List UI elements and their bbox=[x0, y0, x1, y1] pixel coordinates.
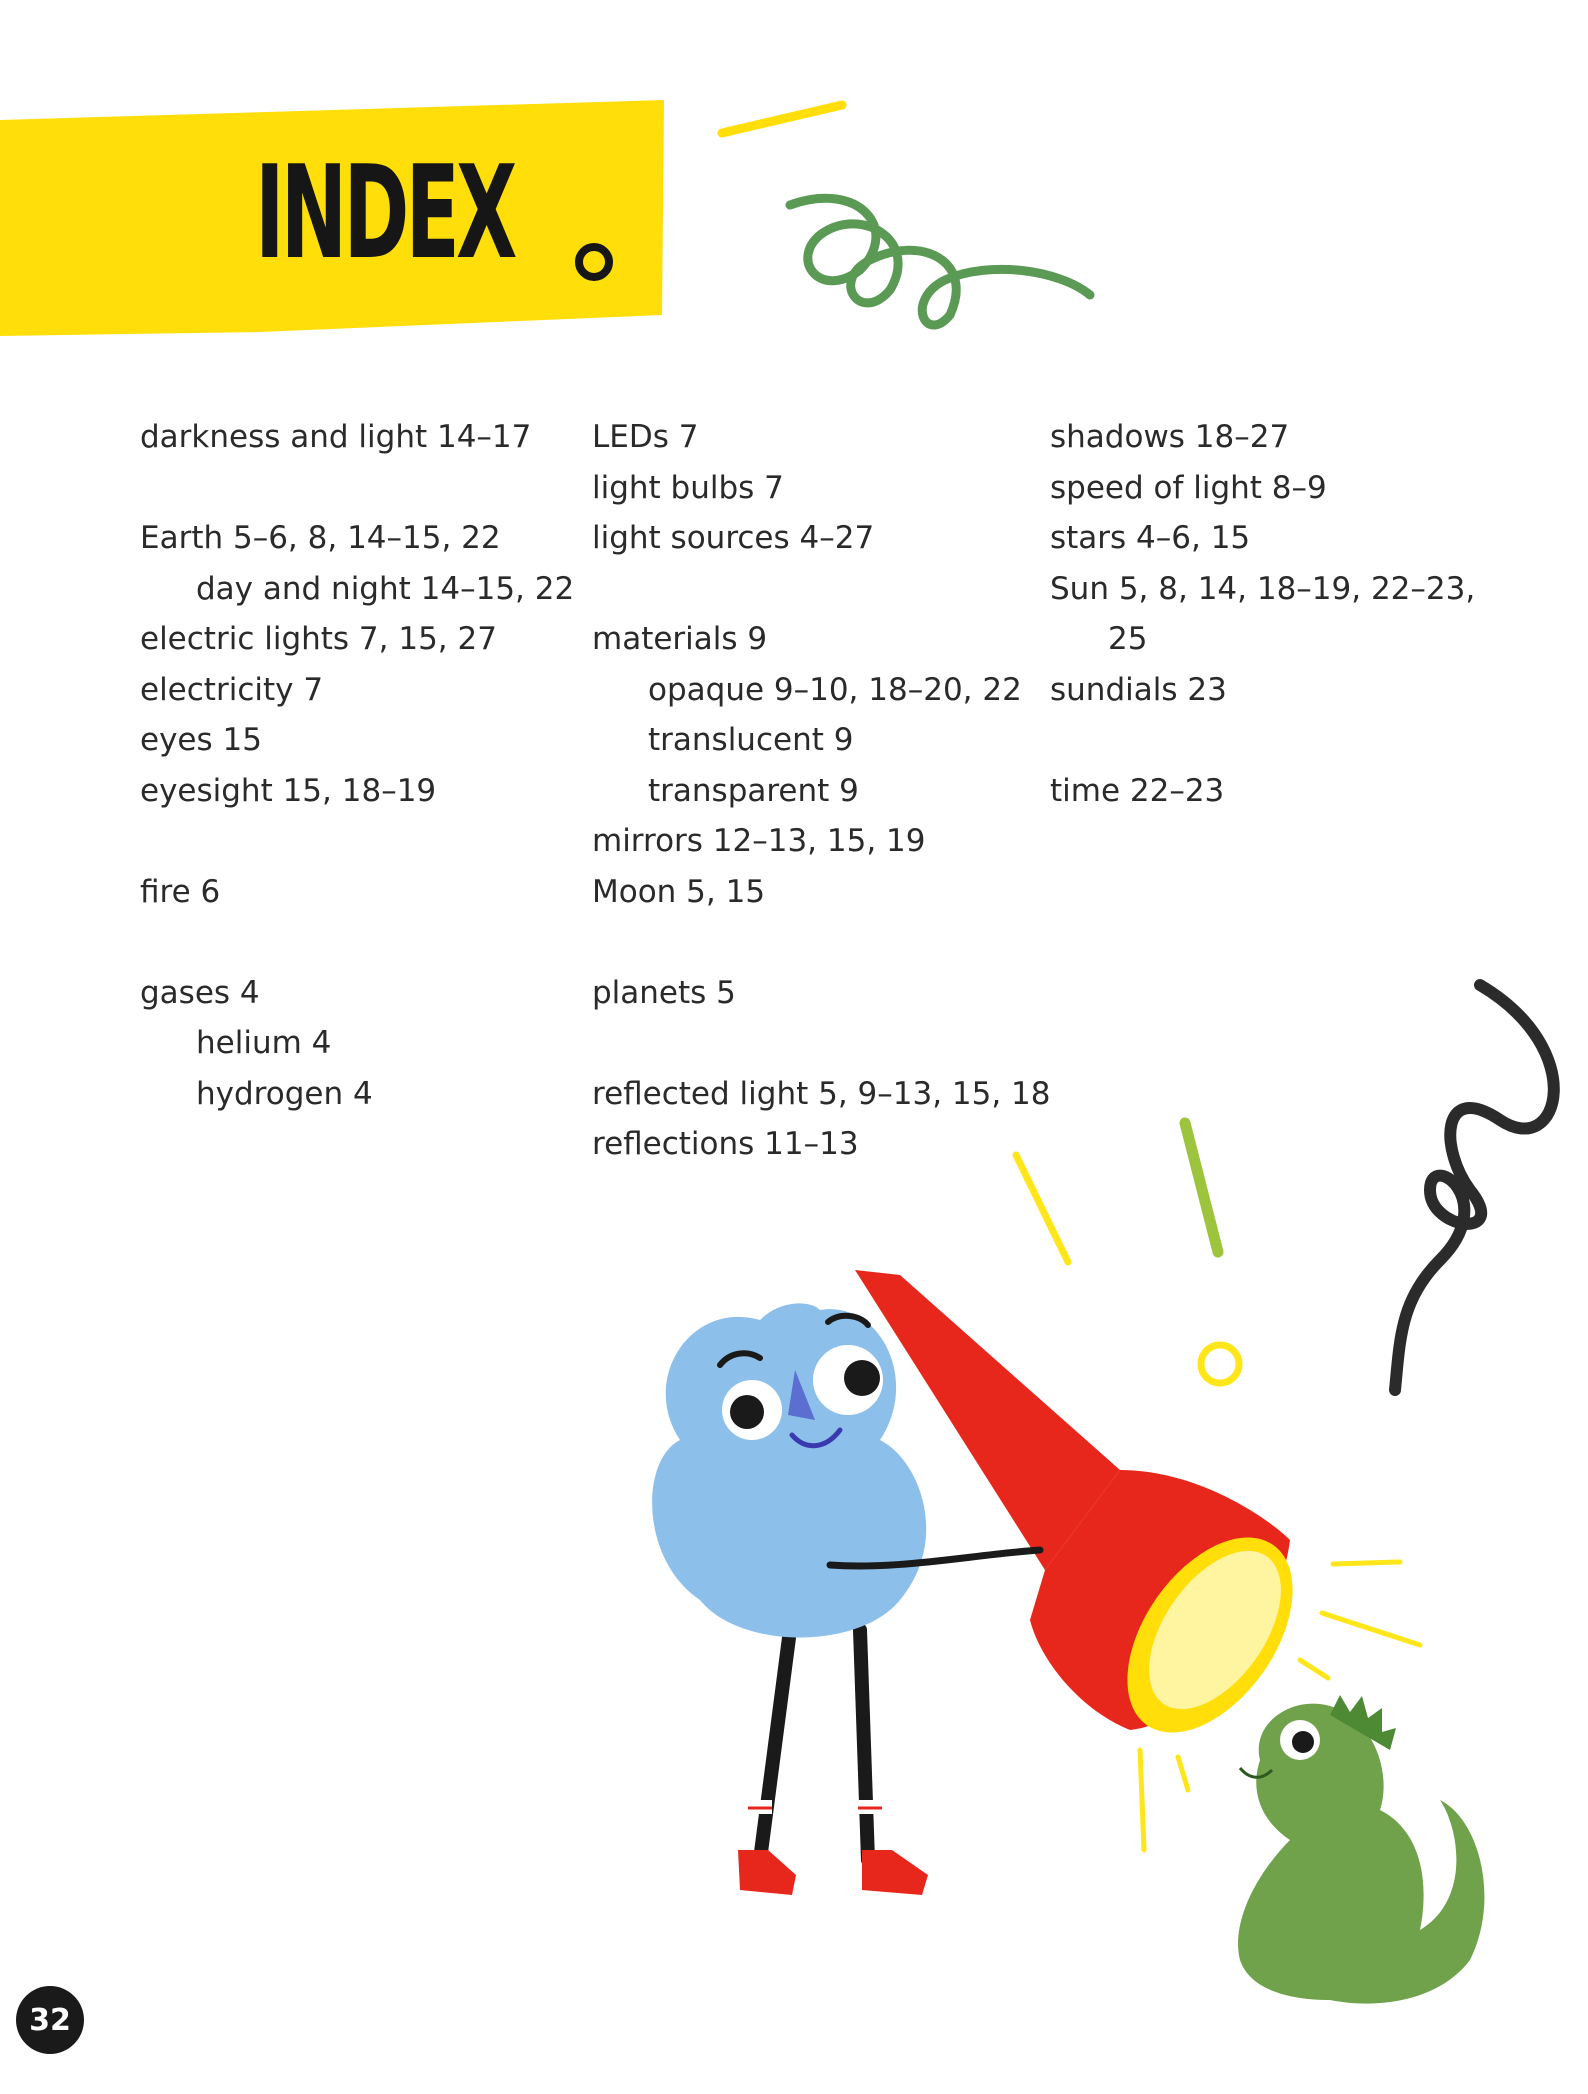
index-entry: 25 bbox=[1108, 621, 1148, 657]
index-entry: LEDs 7 bbox=[592, 419, 699, 455]
ray-4 bbox=[1322, 1613, 1420, 1645]
index-entry: time 22–23 bbox=[1050, 772, 1225, 809]
index-entry: shadows 18–27 bbox=[1050, 419, 1290, 455]
index-entry: stars 4–6, 15 bbox=[1050, 520, 1251, 556]
page-number: 32 bbox=[16, 1986, 84, 2054]
index-column-1 bbox=[140, 412, 574, 1119]
entry-gap bbox=[1050, 715, 1475, 766]
index-column-3 bbox=[1050, 412, 1475, 816]
entry-gap bbox=[140, 917, 574, 968]
ray-6 bbox=[1140, 1750, 1144, 1850]
index-entry: light bulbs 7 bbox=[592, 469, 784, 506]
ray-3 bbox=[1333, 1562, 1400, 1564]
index-column-2 bbox=[592, 412, 1051, 1170]
index-entry: light sources 4–27 bbox=[592, 520, 875, 556]
ray-2 bbox=[1185, 1123, 1218, 1252]
index-entry: Moon 5, 15 bbox=[592, 873, 766, 910]
index-entry: materials 9 bbox=[592, 621, 768, 657]
index-entry: electric lights 7, 15, 27 bbox=[140, 621, 497, 657]
page-title: INDEX bbox=[255, 139, 514, 288]
index-entry: reflected light 5, 9–13, 15, 18 bbox=[592, 1075, 1051, 1112]
index-entry: fire 6 bbox=[140, 873, 221, 910]
index-entry: eyesight 15, 18–19 bbox=[140, 772, 437, 809]
index-entry: darkness and light 14–17 bbox=[140, 419, 532, 455]
entry-gap bbox=[592, 1018, 1051, 1069]
index-entry: electricity 7 bbox=[140, 671, 324, 708]
index-subentry: opaque 9–10, 18–20, 22 bbox=[648, 671, 1022, 708]
circle-icon bbox=[579, 247, 609, 277]
entry-gap bbox=[140, 463, 574, 514]
black-squiggle-icon bbox=[1395, 985, 1554, 1390]
small-circle-icon bbox=[1201, 1345, 1239, 1383]
index-entry: reflections 11–13 bbox=[592, 1126, 859, 1162]
index-entry: mirrors 12–13, 15, 19 bbox=[592, 823, 926, 859]
index-entry: Sun 5, 8, 14, 18–19, 22–23, bbox=[1050, 570, 1476, 607]
index-subentry: day and night 14–15, 22 bbox=[196, 570, 575, 607]
index-entry: sundials 23 bbox=[1050, 671, 1227, 708]
entry-gap bbox=[592, 564, 1051, 615]
index-subentry: transparent 9 bbox=[648, 772, 859, 809]
index-entry: gases 4 bbox=[140, 974, 260, 1011]
ray-1 bbox=[1016, 1155, 1068, 1262]
entry-gap bbox=[140, 816, 574, 867]
index-entry: Earth 5–6, 8, 14–15, 22 bbox=[140, 520, 501, 556]
index-entry: speed of light 8–9 bbox=[1050, 469, 1327, 506]
index-subentry: translucent 9 bbox=[648, 722, 854, 758]
green-squiggle-icon bbox=[790, 198, 1090, 325]
ray-5 bbox=[1300, 1660, 1328, 1678]
index-entry: eyes 15 bbox=[140, 722, 262, 758]
green-dinosaur bbox=[1238, 1695, 1484, 2004]
index-subentry: hydrogen 4 bbox=[196, 1075, 373, 1112]
index-subentry: helium 4 bbox=[196, 1025, 332, 1061]
blue-character-with-torch bbox=[652, 1270, 1326, 1895]
entry-gap bbox=[592, 917, 1051, 968]
yellow-dash-icon bbox=[722, 105, 842, 133]
index-entry: planets 5 bbox=[592, 974, 736, 1011]
ray-7 bbox=[1178, 1757, 1188, 1790]
